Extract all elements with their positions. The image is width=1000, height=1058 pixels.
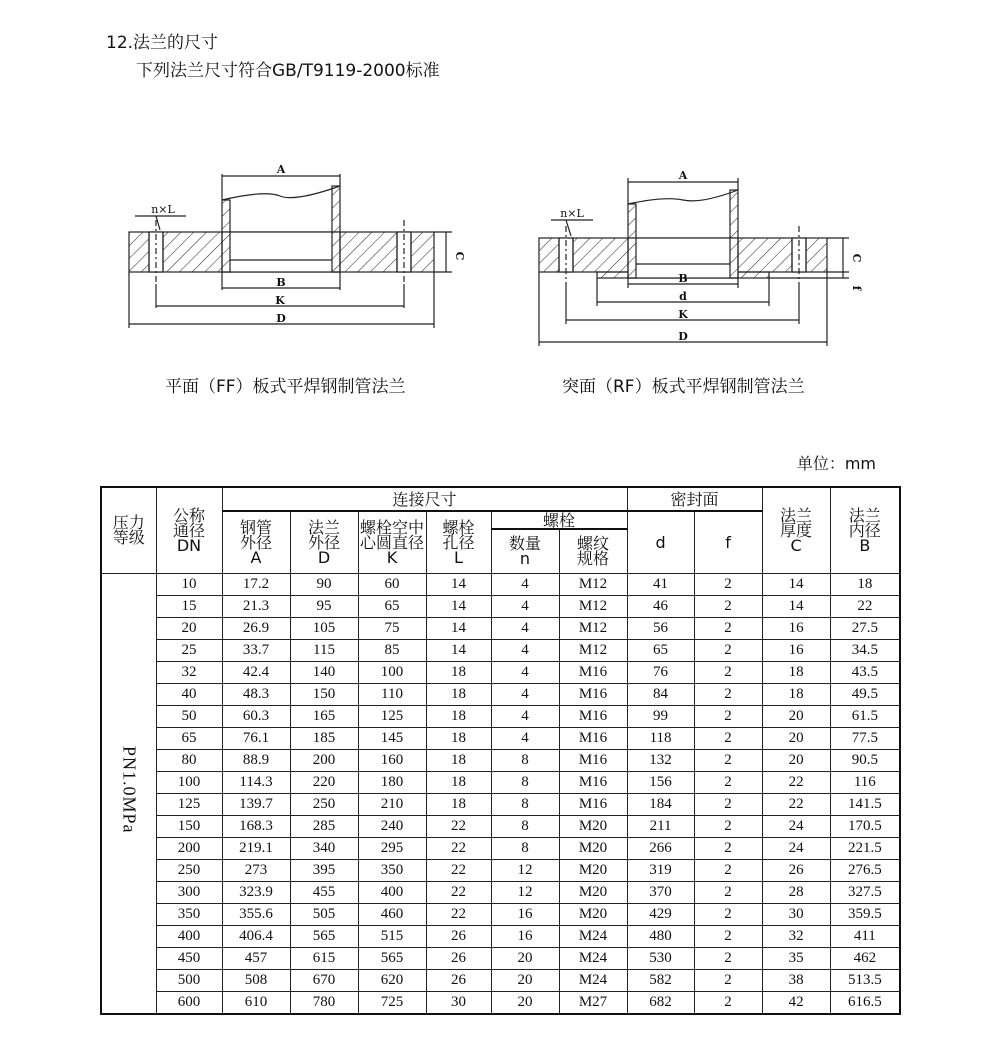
header-bolt: 螺栓 xyxy=(491,511,627,529)
ff-dim-a-label: A xyxy=(276,163,286,176)
header-bore: 法兰 内径 B xyxy=(830,487,900,573)
table-cell: 85 xyxy=(358,639,426,661)
table-row xyxy=(101,969,900,991)
table-row xyxy=(101,837,900,859)
table-cell: 115 xyxy=(290,639,358,661)
table-row xyxy=(101,991,900,1014)
table-cell: 2 xyxy=(694,859,762,881)
table-row xyxy=(101,749,900,771)
table-cell: 90 xyxy=(290,573,358,595)
section-heading: 12.法兰的尺寸 xyxy=(106,33,219,53)
table-body xyxy=(101,573,900,1014)
table-cell: 34.5 xyxy=(830,639,900,661)
table-cell: 20 xyxy=(762,705,830,727)
table-cell: M20 xyxy=(559,815,627,837)
table-cell: 30 xyxy=(426,991,491,1014)
table-cell: 26 xyxy=(426,947,491,969)
header-thread-spec: 螺纹 规格 xyxy=(559,529,627,573)
table-cell: 14 xyxy=(426,595,491,617)
table-cell: M27 xyxy=(559,991,627,1014)
table-cell: 165 xyxy=(290,705,358,727)
table-cell: 2 xyxy=(694,925,762,947)
table-cell: 8 xyxy=(491,749,559,771)
rf-flange-diagram xyxy=(515,160,875,360)
table-cell: 20 xyxy=(762,749,830,771)
table-cell: M16 xyxy=(559,727,627,749)
header-flange-od: 法兰 外径 D xyxy=(290,511,358,573)
table-cell: 46 xyxy=(627,595,694,617)
table-cell: 65 xyxy=(627,639,694,661)
table-cell: 76.1 xyxy=(222,727,290,749)
table-cell: 170.5 xyxy=(830,815,900,837)
table-cell: 40 xyxy=(156,683,222,705)
table-cell: 350 xyxy=(156,903,222,925)
table-cell: 200 xyxy=(290,749,358,771)
ff-dim-k-label: K xyxy=(275,294,285,307)
table-cell: 18 xyxy=(426,661,491,683)
table-cell: 26.9 xyxy=(222,617,290,639)
table-cell: 480 xyxy=(627,925,694,947)
table-cell: 370 xyxy=(627,881,694,903)
table-cell: 42.4 xyxy=(222,661,290,683)
table-cell: 100 xyxy=(358,661,426,683)
table-cell: 18 xyxy=(762,661,830,683)
table-cell: 61.5 xyxy=(830,705,900,727)
table-cell: 4 xyxy=(491,727,559,749)
table-cell: 211 xyxy=(627,815,694,837)
rf-dim-b-label: B xyxy=(678,272,688,285)
table-row xyxy=(101,947,900,969)
table-cell: 60.3 xyxy=(222,705,290,727)
table-cell: 200 xyxy=(156,837,222,859)
table-cell: 32 xyxy=(156,661,222,683)
table-cell: 118 xyxy=(627,727,694,749)
table-cell: 65 xyxy=(358,595,426,617)
table-cell: 2 xyxy=(694,639,762,661)
rf-dim-a-label: A xyxy=(678,169,688,182)
table-cell: 610 xyxy=(222,991,290,1014)
table-cell: 725 xyxy=(358,991,426,1014)
table-cell: 76 xyxy=(627,661,694,683)
table-cell: 682 xyxy=(627,991,694,1014)
table-cell: 323.9 xyxy=(222,881,290,903)
table-cell: 266 xyxy=(627,837,694,859)
table-cell: 18 xyxy=(426,705,491,727)
ff-caption: 平面（FF）板式平焊钢制管法兰 xyxy=(165,377,406,397)
table-cell: 26 xyxy=(762,859,830,881)
table-cell: 24 xyxy=(762,815,830,837)
table-cell: 56 xyxy=(627,617,694,639)
table-cell: 18 xyxy=(426,771,491,793)
table-cell: 14 xyxy=(426,639,491,661)
standard-note: 下列法兰尺寸符合GB/T9119-2000标准 xyxy=(136,61,440,81)
table-cell: 24 xyxy=(762,837,830,859)
table-cell: 615 xyxy=(290,947,358,969)
table-cell: 515 xyxy=(358,925,426,947)
header-bolt-qty: 数量 n xyxy=(491,529,559,573)
table-cell: 8 xyxy=(491,771,559,793)
table-cell: 17.2 xyxy=(222,573,290,595)
table-cell: 41 xyxy=(627,573,694,595)
table-cell: M16 xyxy=(559,683,627,705)
table-cell: M20 xyxy=(559,903,627,925)
table-cell: 2 xyxy=(694,903,762,925)
table-cell: M24 xyxy=(559,947,627,969)
table-cell: 300 xyxy=(156,881,222,903)
table-cell: 2 xyxy=(694,837,762,859)
table-cell: 185 xyxy=(290,727,358,749)
table-cell: 28 xyxy=(762,881,830,903)
table-cell: 22 xyxy=(830,595,900,617)
table-cell: M16 xyxy=(559,793,627,815)
table-cell: 4 xyxy=(491,683,559,705)
table-cell: 250 xyxy=(156,859,222,881)
table-cell: 22 xyxy=(426,837,491,859)
table-cell: 530 xyxy=(627,947,694,969)
ff-dim-nl-label: n×L xyxy=(151,203,175,216)
header-connection: 连接尺寸 xyxy=(222,487,627,511)
header-thickness: 法兰 厚度 C xyxy=(762,487,830,573)
header-dn: 公称 通径 DN xyxy=(156,487,222,573)
table-cell: 12 xyxy=(491,881,559,903)
table-cell: 32 xyxy=(762,925,830,947)
table-cell: 450 xyxy=(156,947,222,969)
table-cell: 457 xyxy=(222,947,290,969)
table-cell: 99 xyxy=(627,705,694,727)
table-cell: 350 xyxy=(358,859,426,881)
table-cell: 20 xyxy=(156,617,222,639)
pressure-class-label: PN1.0MPa xyxy=(119,745,140,834)
table-cell: 20 xyxy=(491,969,559,991)
table-cell: 219.1 xyxy=(222,837,290,859)
table-cell: 38 xyxy=(762,969,830,991)
table-cell: 141.5 xyxy=(830,793,900,815)
table-cell: 616.5 xyxy=(830,991,900,1014)
table-cell: 140 xyxy=(290,661,358,683)
table-cell: 25 xyxy=(156,639,222,661)
table-cell: 14 xyxy=(762,573,830,595)
table-cell: 20 xyxy=(491,991,559,1014)
table-cell: 95 xyxy=(290,595,358,617)
table-cell: 48.3 xyxy=(222,683,290,705)
table-cell: 210 xyxy=(358,793,426,815)
table-cell: 359.5 xyxy=(830,903,900,925)
table-cell: 22 xyxy=(426,859,491,881)
table-cell: 30 xyxy=(762,903,830,925)
table-cell: 455 xyxy=(290,881,358,903)
table-cell: 14 xyxy=(426,617,491,639)
table-cell: 21.3 xyxy=(222,595,290,617)
table-cell: 500 xyxy=(156,969,222,991)
table-cell: 156 xyxy=(627,771,694,793)
table-cell: 2 xyxy=(694,683,762,705)
rf-caption: 突面（RF）板式平焊钢制管法兰 xyxy=(562,377,805,397)
table-cell: 14 xyxy=(426,573,491,595)
rf-dim-c-label: C xyxy=(850,253,863,263)
table-row xyxy=(101,793,900,815)
table-cell: 513.5 xyxy=(830,969,900,991)
table-cell: 168.3 xyxy=(222,815,290,837)
table-cell: 8 xyxy=(491,837,559,859)
table-cell: 273 xyxy=(222,859,290,881)
table-cell: M12 xyxy=(559,617,627,639)
table-row xyxy=(101,661,900,683)
table-cell: 80 xyxy=(156,749,222,771)
table-cell: 395 xyxy=(290,859,358,881)
table-cell: M12 xyxy=(559,573,627,595)
table-cell: 400 xyxy=(358,881,426,903)
header-pressure-class: 压力 等级 xyxy=(101,487,156,573)
header-bolt-circle: 螺栓空中 心圆直径 K xyxy=(358,511,426,573)
table-cell: 2 xyxy=(694,881,762,903)
table-cell: 406.4 xyxy=(222,925,290,947)
table-cell: 16 xyxy=(762,639,830,661)
table-cell: 4 xyxy=(491,573,559,595)
table-cell: 2 xyxy=(694,573,762,595)
header-seal-d: d xyxy=(627,511,694,573)
table-row xyxy=(101,617,900,639)
table-cell: 15 xyxy=(156,595,222,617)
table-cell: 43.5 xyxy=(830,661,900,683)
table-cell: 50 xyxy=(156,705,222,727)
table-cell: M16 xyxy=(559,771,627,793)
table-cell: M16 xyxy=(559,705,627,727)
table-cell: 565 xyxy=(290,925,358,947)
table-row xyxy=(101,903,900,925)
table-cell: M20 xyxy=(559,837,627,859)
table-cell: 2 xyxy=(694,595,762,617)
table-cell: 88.9 xyxy=(222,749,290,771)
table-cell: 4 xyxy=(491,661,559,683)
table-cell: 35 xyxy=(762,947,830,969)
table-cell: 4 xyxy=(491,639,559,661)
table-cell: 2 xyxy=(694,991,762,1014)
table-cell: 22 xyxy=(426,903,491,925)
table-cell: 508 xyxy=(222,969,290,991)
table-cell: 18 xyxy=(426,793,491,815)
table-cell: 100 xyxy=(156,771,222,793)
table-cell: 184 xyxy=(627,793,694,815)
table-cell: 276.5 xyxy=(830,859,900,881)
rf-dim-d-label: D xyxy=(678,330,688,343)
table-cell: 90.5 xyxy=(830,749,900,771)
table-cell: 620 xyxy=(358,969,426,991)
unit-label: 单位：mm xyxy=(796,454,876,473)
table-row xyxy=(101,727,900,749)
table-cell: 60 xyxy=(358,573,426,595)
table-cell: 2 xyxy=(694,705,762,727)
table-cell: 4 xyxy=(491,617,559,639)
table-cell: 16 xyxy=(762,617,830,639)
table-cell: 14 xyxy=(762,595,830,617)
table-cell: 22 xyxy=(762,793,830,815)
table-row xyxy=(101,705,900,727)
table-cell: 65 xyxy=(156,727,222,749)
header-seal: 密封面 xyxy=(627,487,762,511)
table-row xyxy=(101,859,900,881)
pressure-class-cell xyxy=(101,573,156,1014)
table-cell: 18 xyxy=(830,573,900,595)
table-cell: 8 xyxy=(491,793,559,815)
header-pipe-od: 钢管 外径 A xyxy=(222,511,290,573)
table-cell: 116 xyxy=(830,771,900,793)
table-cell: 220 xyxy=(290,771,358,793)
table-cell: 2 xyxy=(694,793,762,815)
table-cell: M24 xyxy=(559,925,627,947)
table-cell: 150 xyxy=(290,683,358,705)
table-cell: 150 xyxy=(156,815,222,837)
ff-dim-d-label: D xyxy=(276,312,286,325)
table-cell: 2 xyxy=(694,617,762,639)
table-cell: M24 xyxy=(559,969,627,991)
table-cell: 22 xyxy=(426,881,491,903)
table-cell: 105 xyxy=(290,617,358,639)
table-cell: 340 xyxy=(290,837,358,859)
table-cell: 240 xyxy=(358,815,426,837)
table-cell: 8 xyxy=(491,815,559,837)
table-cell: 2 xyxy=(694,749,762,771)
table-cell: 2 xyxy=(694,815,762,837)
table-cell: 565 xyxy=(358,947,426,969)
table-row xyxy=(101,815,900,837)
table-cell: 132 xyxy=(627,749,694,771)
table-cell: 125 xyxy=(156,793,222,815)
rf-dim-f-label: f xyxy=(850,285,863,291)
table-row xyxy=(101,881,900,903)
table-cell: 327.5 xyxy=(830,881,900,903)
rf-dim-nl-label: n×L xyxy=(560,207,584,220)
table-cell: 221.5 xyxy=(830,837,900,859)
table-cell: 505 xyxy=(290,903,358,925)
table-cell: 145 xyxy=(358,727,426,749)
table-cell: 84 xyxy=(627,683,694,705)
table-cell: M12 xyxy=(559,595,627,617)
table-cell: 42 xyxy=(762,991,830,1014)
ff-dim-c-label: C xyxy=(453,251,466,261)
table-cell: 27.5 xyxy=(830,617,900,639)
table-cell: 250 xyxy=(290,793,358,815)
table-cell: M16 xyxy=(559,749,627,771)
table-cell: 125 xyxy=(358,705,426,727)
table-cell: 10 xyxy=(156,573,222,595)
table-row xyxy=(101,639,900,661)
table-cell: 49.5 xyxy=(830,683,900,705)
table-cell: 20 xyxy=(762,727,830,749)
table-row xyxy=(101,771,900,793)
table-cell: 2 xyxy=(694,727,762,749)
table-cell: 26 xyxy=(426,925,491,947)
table-cell: 2 xyxy=(694,947,762,969)
table-cell: 33.7 xyxy=(222,639,290,661)
table-cell: 110 xyxy=(358,683,426,705)
table-cell: 2 xyxy=(694,771,762,793)
table-cell: 295 xyxy=(358,837,426,859)
table-cell: 114.3 xyxy=(222,771,290,793)
table-cell: 20 xyxy=(491,947,559,969)
table-cell: M16 xyxy=(559,661,627,683)
table-cell: 2 xyxy=(694,969,762,991)
table-row xyxy=(101,573,900,595)
flange-dimension-table xyxy=(100,486,901,1015)
table-row xyxy=(101,683,900,705)
table-cell: 780 xyxy=(290,991,358,1014)
table-cell: 429 xyxy=(627,903,694,925)
table-cell: 22 xyxy=(762,771,830,793)
table-cell: 18 xyxy=(426,727,491,749)
ff-dim-b-label: B xyxy=(276,276,286,289)
rf-dim-k-label: K xyxy=(678,308,688,321)
table-cell: 75 xyxy=(358,617,426,639)
table-cell: 4 xyxy=(491,705,559,727)
table-cell: 285 xyxy=(290,815,358,837)
table-row xyxy=(101,925,900,947)
table-cell: 18 xyxy=(426,683,491,705)
table-cell: 22 xyxy=(426,815,491,837)
table-cell: M20 xyxy=(559,859,627,881)
table-cell: M20 xyxy=(559,881,627,903)
table-cell: 180 xyxy=(358,771,426,793)
header-bolt-hole: 螺栓 孔径 L xyxy=(426,511,491,573)
table-cell: 462 xyxy=(830,947,900,969)
table-cell: 18 xyxy=(426,749,491,771)
table-cell: 600 xyxy=(156,991,222,1014)
table-cell: 139.7 xyxy=(222,793,290,815)
table-cell: 2 xyxy=(694,661,762,683)
table-cell: M12 xyxy=(559,639,627,661)
table-cell: 77.5 xyxy=(830,727,900,749)
header-seal-f: f xyxy=(694,511,762,573)
table-cell: 18 xyxy=(762,683,830,705)
table-cell: 4 xyxy=(491,595,559,617)
table-cell: 460 xyxy=(358,903,426,925)
ff-flange-diagram xyxy=(100,160,466,360)
table-cell: 12 xyxy=(491,859,559,881)
table-row xyxy=(101,595,900,617)
table-cell: 26 xyxy=(426,969,491,991)
table-cell: 411 xyxy=(830,925,900,947)
table-cell: 670 xyxy=(290,969,358,991)
rf-dim-d-small-label: d xyxy=(679,290,687,303)
table-cell: 582 xyxy=(627,969,694,991)
table-cell: 16 xyxy=(491,903,559,925)
table-cell: 400 xyxy=(156,925,222,947)
table-cell: 160 xyxy=(358,749,426,771)
table-cell: 319 xyxy=(627,859,694,881)
table-cell: 16 xyxy=(491,925,559,947)
table-cell: 355.6 xyxy=(222,903,290,925)
